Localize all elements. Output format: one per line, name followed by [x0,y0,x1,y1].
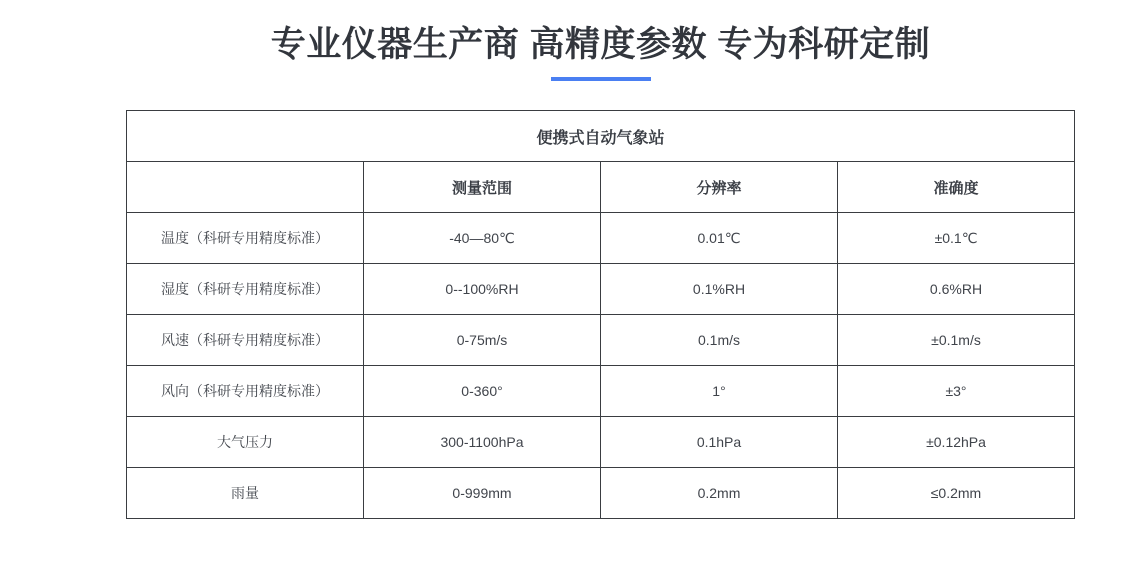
cell-resolution: 0.1m/s [601,315,838,366]
cell-resolution: 0.2mm [601,468,838,519]
cell-resolution: 0.1%RH [601,264,838,315]
row-label-wind-speed: 风速（科研专用精度标准） [127,315,364,366]
cell-resolution: 0.01℃ [601,213,838,264]
row-label-air-pressure: 大气压力 [127,417,364,468]
table-row [127,213,1075,264]
table-title-row [127,111,1075,162]
table-header-row [127,162,1075,213]
cell-accuracy: ±0.12hPa [838,417,1075,468]
column-header-resolution: 分辨率 [601,162,838,213]
cell-resolution: 0.1hPa [601,417,838,468]
column-header-parameter [127,162,364,213]
cell-accuracy: ±0.1℃ [838,213,1075,264]
table-row [127,264,1075,315]
cell-range: 0-360° [364,366,601,417]
cell-range: 0-999mm [364,468,601,519]
row-label-temperature: 温度（科研专用精度标准） [127,213,364,264]
column-header-range: 测量范围 [364,162,601,213]
cell-accuracy: ±3° [838,366,1075,417]
cell-resolution: 1° [601,366,838,417]
cell-accuracy: 0.6%RH [838,264,1075,315]
heading-underline [551,77,651,81]
cell-range: -40—80℃ [364,213,601,264]
table-row [127,315,1075,366]
table-row [127,468,1075,519]
row-label-humidity: 湿度（科研专用精度标准） [127,264,364,315]
page-title: 专业仪器生产商 高精度参数 专为科研定制 [270,25,931,64]
cell-range: 0--100%RH [364,264,601,315]
row-label-rainfall: 雨量 [127,468,364,519]
cell-range: 300-1100hPa [364,417,601,468]
cell-range: 0-75m/s [364,315,601,366]
cell-accuracy: ±0.1m/s [838,315,1075,366]
row-label-wind-direction: 风向（科研专用精度标准） [127,366,364,417]
cell-accuracy: ≤0.2mm [838,468,1075,519]
table-title: 便携式自动气象站 [127,111,1075,162]
table-row [127,417,1075,468]
column-header-accuracy: 准确度 [838,162,1075,213]
content-area [126,0,1075,519]
table-row [127,366,1075,417]
spec-table [126,110,1075,519]
